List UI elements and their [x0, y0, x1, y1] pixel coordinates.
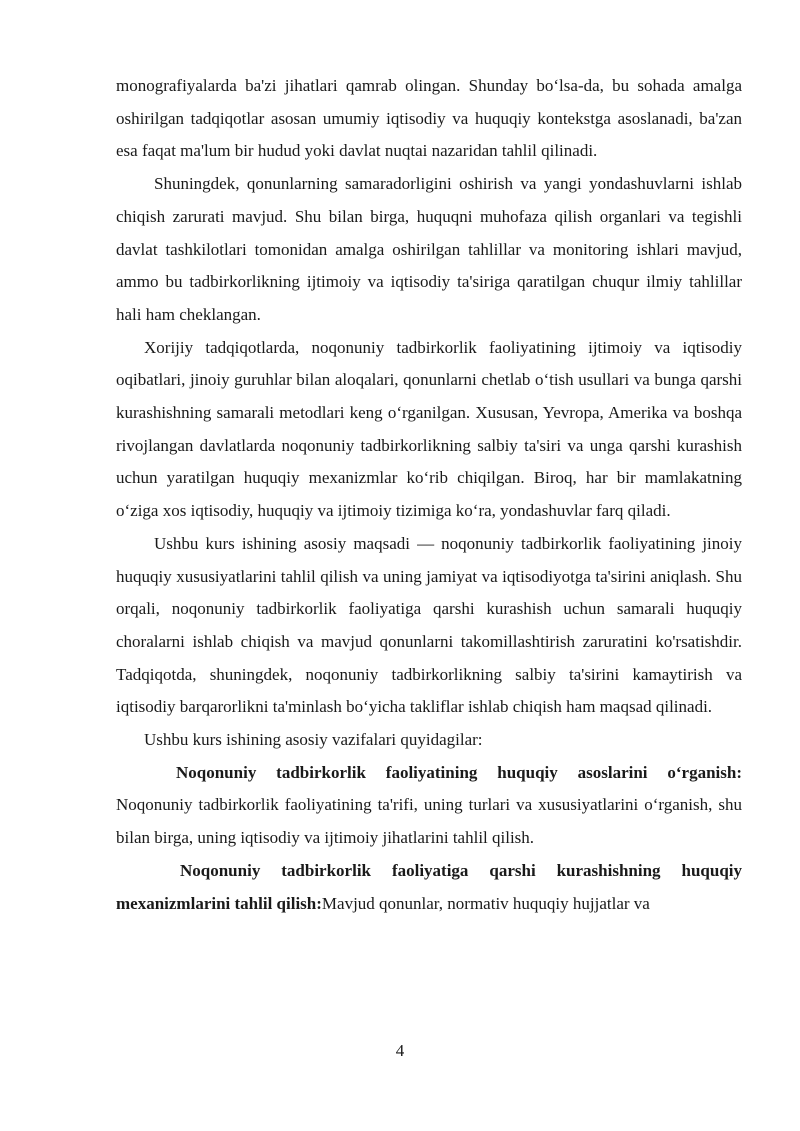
- task-item-2-heading: Noqonuniy tadbirkorlik faoliyatiga qarshi kurashishning huquqiy mexanizmlarini tahlil qilish:: [116, 860, 742, 913]
- paragraph-2: Shuningdek, qonunlarning samaradorligini oshirish va yangi yondashuvlarni ishlab chiqish zarurati mavjud. Shu bilan birga, huquqni muhofaza qilish organlari va tegishli davlat tashkilotlari tomonidan amalga oshirilgan tahlillar va monitoring ishlari mavjud, ammo bu tadbirkorlikning ijtimoiy va iqtisodiy ta'siriga qaratilgan chuqur ilmiy tahlillar hali ham cheklangan.: [116, 174, 742, 324]
- paragraph-3: Xorijiy tadqiqotlarda, noqonuniy tadbirkorlik faoliyatining ijtimoiy va iqtisodiy oqibatlari, jinoiy guruhlar bilan aloqalari, qonunlarni chetlab o‘tish usullari va bunga qarshi kurashishning samarali metodlari keng o‘rganilgan. Xususan, Yevropa, Amerika va boshqa rivojlangan davlatlarda noqonuniy tadbirkorlikning salbiy ta'siri va unga qarshi kurashish uchun yaratilgan huquqiy mexanizmlar ko‘rib chiqilgan. Biroq, har bir mamlakatning o‘ziga xos iqtisodiy, huquqiy va ijtimoiy tizimiga ko‘ra, yondashuvlar farq qiladi.: [116, 337, 742, 521]
- task-item-1-heading: Noqonuniy tadbirkorlik faoliyatining huquqiy asoslarini o‘rganish:: [176, 762, 742, 782]
- document-page: [116, 70, 742, 920]
- paragraph-4: Ushbu kurs ishining asosiy maqsadi — noqonuniy tadbirkorlik faoliyatining jinoiy huquqiy xususiyatlarini tahlil qilish va uning jamiyat va iqtisodiyotga ta'sirini aniqlash. Shu orqali, noqonuniy tadbirkorlik faoliyatiga qarshi kurashish uchun samarali huquqiy choralarni ishlab chiqish va mavjud qonunlarni takomillashtirish zaruratini ko'rsatishdir. Tadqiqotda, shuningdek, noqonuniy tadbirkorlikning salbiy ta'sirini kamaytirish va iqtisodiy barqarorlikni ta'minlash bo‘yicha takliflar ishlab chiqish ham maqsad qilinadi.: [116, 533, 742, 717]
- task-item-2: [116, 855, 742, 920]
- page-number: 4: [395, 1041, 405, 1060]
- task-item-1-body: Noqonuniy tadbirkorlik faoliyatining ta'rifi, uning turlari va xususiyatlarini o‘rganish, shu bilan birga, uning iqtisodiy va ijtimoiy jihatlarini tahlil qilish.: [116, 795, 742, 848]
- task-item-2-body: Mavjud qonunlar, normativ huquqiy hujjatlar va: [321, 893, 650, 913]
- paragraph-5: Ushbu kurs ishining asosiy vazifalari quyidagilar:: [144, 730, 483, 750]
- task-item-1: [116, 757, 742, 855]
- paragraph-1: monografiyalarda ba'zi jihatlari qamrab olingan. Shunday bo‘lsa-da, bu sohada amalga oshirilgan tadqiqotlar asosan umumiy iqtisodiy va huquqiy kontekstga asoslanadi, ba'zan esa faqat ma'lum bir hudud yoki davlat nuqtai nazaridan tahlil qilinadi.: [116, 76, 742, 161]
